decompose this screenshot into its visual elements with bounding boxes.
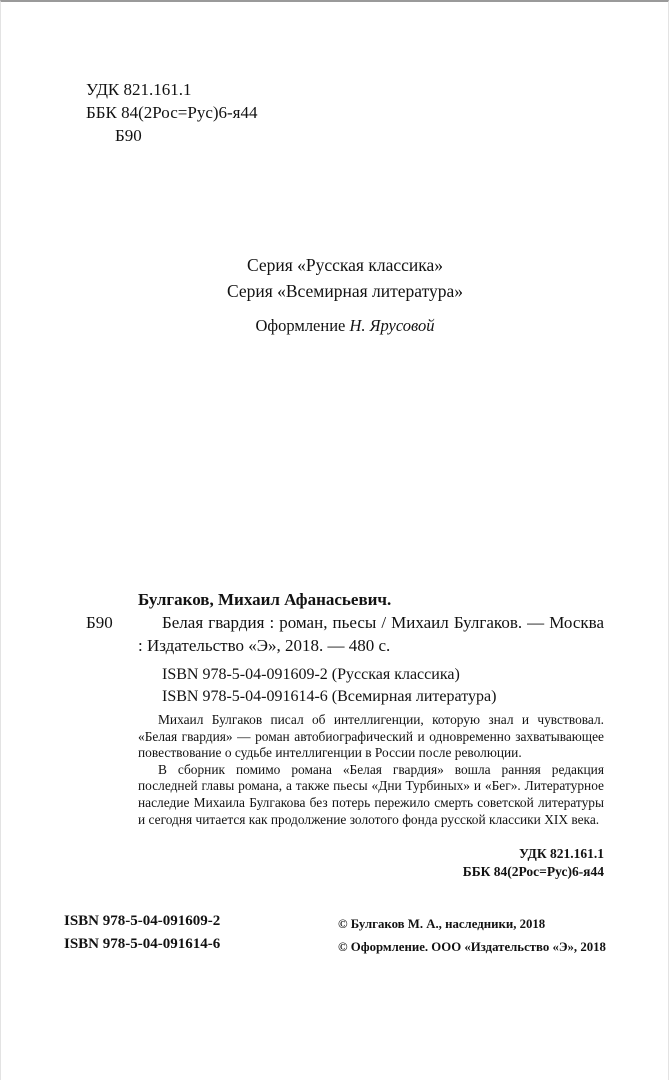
- bbk-code: ББК 84(2Рос=Рус)6-я44: [86, 103, 258, 122]
- isbn-block: [162, 664, 604, 708]
- author-heading: Булгаков, Михаил Афанасьевич.: [138, 590, 392, 609]
- annotation-paragraph-2: В сборник помимо романа «Белая гвардия» вошла ранняя редакция последней главы романа, а также пьесы «Дни Турбиных» и «Бег». Литературное наследие Михаила Булгакова без потерь пережило смерть советской литературы и сегодня читается как продолжение золотого фонда русской классики XIX века.: [138, 761, 604, 827]
- author-sign-code: Б90: [115, 126, 142, 145]
- annotation-block: [138, 712, 604, 828]
- footer-isbn-1: ISBN 978-5-04-091609-2: [64, 913, 221, 929]
- footer-isbn-2: ISBN 978-5-04-091614-6: [64, 936, 221, 952]
- footer-isbn-block: [64, 910, 220, 956]
- footer-copyright-block: [338, 913, 606, 959]
- isbn-line-2: ISBN 978-5-04-091614-6 (Всемирная литература): [162, 688, 497, 705]
- copyright-line-1: © Булгаков М. А., наследники, 2018: [338, 917, 546, 931]
- bottom-bbk-code: ББК 84(2Рос=Рус)6-я44: [462, 864, 604, 879]
- udk-code: УДК 821.161.1: [86, 80, 192, 99]
- catalog-card: [86, 588, 604, 708]
- bibliographic-entry: [86, 611, 604, 657]
- series-line-1: Серия «Русская классика»: [246, 255, 444, 275]
- designer-name: Н. Ярусовой: [349, 316, 435, 335]
- design-label: Оформление: [255, 316, 346, 335]
- copyright-line-2: © Оформление. ООО «Издательство «Э», 2018: [338, 940, 606, 954]
- top-classification-block: [86, 78, 258, 147]
- bibliographic-description: Белая гвардия : роман, пьесы / Михаил Булгаков. — Москва : Издательство «Э», 2018. — 480 с.: [138, 613, 604, 655]
- bottom-classification-block: [138, 845, 604, 881]
- hanging-author-code: Б90: [86, 613, 113, 632]
- series-line-2: Серия «Всемирная литература»: [226, 281, 464, 301]
- annotation-paragraph-1: Михаил Булгаков писал об интеллигенции, которую знал и чувствовал. «Белая гвардия» — роман автобиографический и одновременно захватывающее повествование о судьбе интеллигенции в России после революции.: [138, 712, 604, 761]
- series-block: [86, 252, 604, 304]
- bottom-udk-code: УДК 821.161.1: [519, 846, 604, 861]
- isbn-line-1: ISBN 978-5-04-091609-2 (Русская классика): [162, 666, 460, 683]
- design-credit: [86, 316, 604, 336]
